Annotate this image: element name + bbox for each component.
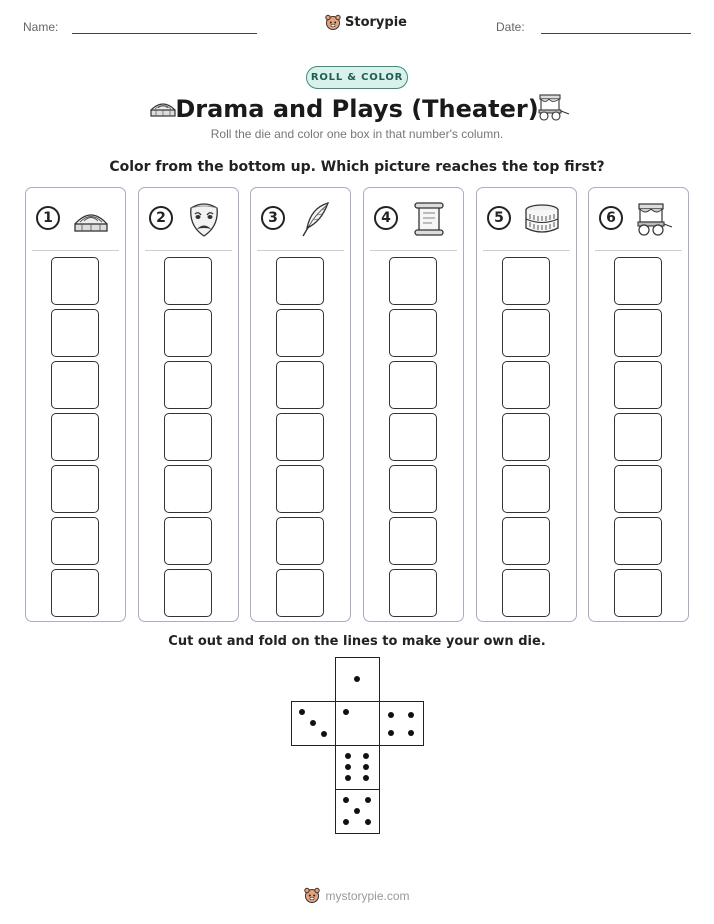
- color-box[interactable]: [164, 257, 212, 305]
- brand-logo: [325, 14, 407, 31]
- die-pip: [408, 730, 414, 736]
- color-box[interactable]: [51, 309, 99, 357]
- column-6: [588, 187, 689, 622]
- die-pip: [363, 764, 369, 770]
- wagon-stage-icon: [635, 200, 673, 238]
- column-4: [363, 187, 464, 622]
- die-face-five: [335, 789, 380, 834]
- die-face-one: [335, 657, 380, 702]
- color-box[interactable]: [614, 517, 662, 565]
- color-box[interactable]: [502, 517, 550, 565]
- color-box[interactable]: [502, 309, 550, 357]
- color-box[interactable]: [164, 309, 212, 357]
- die-pip: [354, 808, 360, 814]
- color-box[interactable]: [502, 361, 550, 409]
- column-number: 6: [599, 206, 623, 230]
- colosseum-icon: [523, 200, 561, 238]
- color-box[interactable]: [51, 257, 99, 305]
- die-face-six: [335, 745, 380, 790]
- die-pip: [310, 720, 316, 726]
- die-pip: [388, 730, 394, 736]
- color-box[interactable]: [614, 465, 662, 513]
- quill-feather-icon: [297, 200, 335, 238]
- column-1: [25, 187, 126, 622]
- column-5: [476, 187, 577, 622]
- footer-url[interactable]: mystorypie.com: [325, 888, 410, 903]
- tragedy-mask-icon: [185, 200, 223, 238]
- die-pip: [299, 709, 305, 715]
- column-number: 2: [149, 206, 173, 230]
- column-3: [250, 187, 351, 622]
- die-face-four: [379, 701, 424, 746]
- color-box[interactable]: [614, 257, 662, 305]
- column-2: [138, 187, 239, 622]
- color-box[interactable]: [276, 361, 324, 409]
- title-wagon-icon: [536, 92, 570, 122]
- name-line[interactable]: [72, 33, 257, 34]
- die-pip: [345, 775, 351, 781]
- color-box[interactable]: [389, 465, 437, 513]
- date-label: Date:: [496, 20, 525, 34]
- color-box[interactable]: [276, 517, 324, 565]
- column-number: 4: [374, 206, 398, 230]
- color-box[interactable]: [614, 569, 662, 617]
- color-box[interactable]: [276, 309, 324, 357]
- color-box[interactable]: [51, 569, 99, 617]
- color-box[interactable]: [502, 413, 550, 461]
- die-pip: [408, 712, 414, 718]
- color-box[interactable]: [51, 413, 99, 461]
- die-pip: [363, 775, 369, 781]
- die-pip: [343, 819, 349, 825]
- color-box[interactable]: [276, 465, 324, 513]
- brand-name: Storypie: [345, 15, 407, 30]
- column-number: 3: [261, 206, 285, 230]
- color-box[interactable]: [164, 517, 212, 565]
- color-box[interactable]: [51, 361, 99, 409]
- storypie-mascot-icon: [304, 887, 320, 904]
- color-box[interactable]: [51, 465, 99, 513]
- column-divider: [32, 250, 119, 251]
- die-pip: [345, 764, 351, 770]
- date-line[interactable]: [541, 33, 691, 34]
- column-divider: [595, 250, 682, 251]
- storypie-mascot-icon: [325, 14, 341, 31]
- die-pip: [363, 753, 369, 759]
- die-face-one: [335, 701, 380, 746]
- color-box[interactable]: [614, 309, 662, 357]
- color-box[interactable]: [614, 413, 662, 461]
- die-face-three: [291, 701, 336, 746]
- die-pip: [365, 797, 371, 803]
- roll-color-badge: ROLL & COLOR: [306, 66, 408, 89]
- color-box[interactable]: [614, 361, 662, 409]
- die-pip: [365, 819, 371, 825]
- footer: [0, 887, 714, 904]
- color-box[interactable]: [502, 569, 550, 617]
- die-pip: [354, 676, 360, 682]
- color-box[interactable]: [164, 361, 212, 409]
- column-divider: [370, 250, 457, 251]
- column-divider: [145, 250, 232, 251]
- color-box[interactable]: [389, 257, 437, 305]
- column-divider: [257, 250, 344, 251]
- color-box[interactable]: [164, 413, 212, 461]
- die-pip: [321, 731, 327, 737]
- instruction-text: Color from the bottom up. Which picture reaches the top first?: [109, 159, 605, 175]
- color-box[interactable]: [51, 517, 99, 565]
- color-box[interactable]: [164, 465, 212, 513]
- color-box[interactable]: [502, 465, 550, 513]
- die-pip: [343, 709, 349, 715]
- scroll-icon: [410, 200, 448, 238]
- page-subtitle: Roll the die and color one box in that number's column.: [210, 127, 504, 141]
- stage-icon: [72, 200, 110, 238]
- color-box[interactable]: [389, 361, 437, 409]
- color-box[interactable]: [276, 413, 324, 461]
- color-box[interactable]: [164, 569, 212, 617]
- color-box[interactable]: [389, 517, 437, 565]
- die-pip: [388, 712, 394, 718]
- color-box[interactable]: [502, 257, 550, 305]
- die-pip: [343, 797, 349, 803]
- color-box[interactable]: [276, 569, 324, 617]
- name-label: Name:: [23, 20, 59, 34]
- color-box[interactable]: [276, 257, 324, 305]
- cut-instruction: Cut out and fold on the lines to make your own die.: [168, 634, 546, 649]
- color-box[interactable]: [389, 309, 437, 357]
- die-pip: [345, 753, 351, 759]
- page-title: Drama and Plays (Theater): [175, 95, 539, 123]
- color-box[interactable]: [389, 413, 437, 461]
- column-number: 1: [36, 206, 60, 230]
- column-divider: [483, 250, 570, 251]
- color-box[interactable]: [389, 569, 437, 617]
- column-number: 5: [487, 206, 511, 230]
